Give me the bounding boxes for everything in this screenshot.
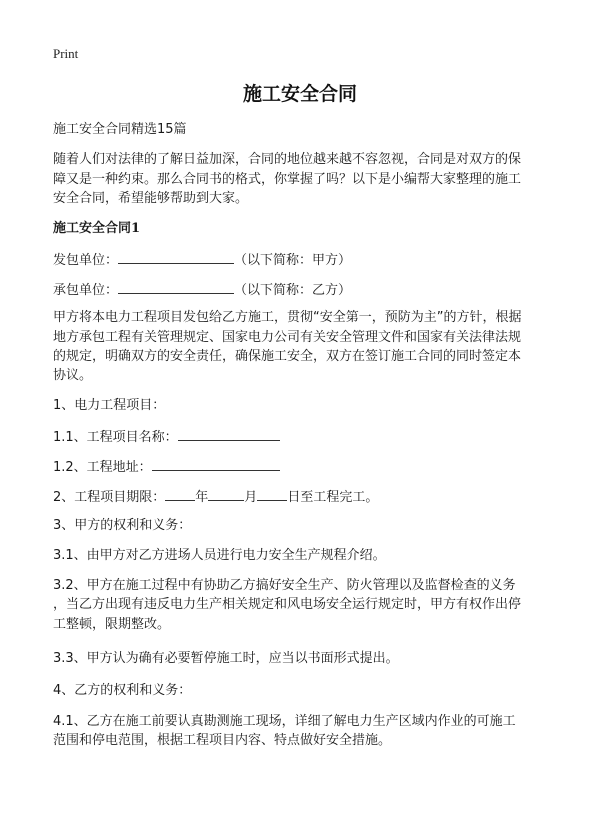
intro-line: 安全合同，希望能够帮助到大家。 (53, 191, 249, 206)
project-name-blank (178, 426, 280, 441)
preamble-line: 地方承包工程有关管理规定、国家电力公司有关安全管理文件和国家有关法律法规 (53, 330, 522, 345)
year-label: 年 (195, 490, 209, 505)
intro-line: 随着人们对法律的了解日益加深，合同的地位越来越不容忽视，合同是对双方的保 (53, 152, 522, 167)
party-b-blank (118, 279, 234, 294)
preamble-line: 甲方将本电力工程项目发包给乙方施工，贯彻“安全第一，预防为主”的方针，根据 (53, 310, 522, 325)
print-link[interactable]: Print (53, 46, 79, 61)
clause-1-2-label: 1.2、工程地址： (53, 460, 152, 475)
clause-4: 4、乙方的权利和义务： (53, 683, 192, 698)
clause-3: 3、甲方的权利和义务： (53, 518, 192, 533)
party-b-label: 承包单位： (53, 283, 119, 298)
document-title: 施工安全合同 (242, 83, 357, 105)
party-a-label: 发包单位： (53, 253, 119, 268)
clause-1-2 (53, 456, 553, 478)
project-address-blank (152, 456, 280, 471)
party-a-suffix: （以下简称：甲方） (234, 253, 352, 268)
party-b-line (53, 279, 553, 301)
clause-1-1 (53, 426, 553, 448)
clause-2 (53, 486, 553, 508)
clause-1: 1、电力工程项目： (53, 398, 166, 413)
party-a-blank (118, 249, 234, 264)
party-a-line (53, 249, 553, 271)
year-blank (165, 486, 195, 501)
clause-1-1-label: 1.1、工程项目名称： (53, 430, 178, 445)
clause-4-1-line: 范围和停电范围，根据工程项目内容、特点做好安全措施。 (53, 733, 392, 748)
clause-2-prefix: 2、工程项目期限： (53, 490, 166, 505)
clause-3-1: 3.1、由甲方对乙方进场人员进行电力安全生产规程介绍。 (53, 548, 386, 563)
clause-2-suffix: 日至工程完工。 (287, 490, 379, 505)
party-b-suffix: （以下简称：乙方） (234, 283, 352, 298)
intro-line: 障又是一种约束。那么合同书的格式，你掌握了吗？以下是小编帮大家整理的施工 (53, 172, 522, 187)
clause-3-2-line: ，当乙方出现有违反电力生产相关规定和风电场安全运行规定时，甲方有权作出停 (53, 597, 522, 612)
month-blank (208, 486, 244, 501)
preamble-line: 协议。 (53, 368, 93, 383)
clause-3-2-line: 3.2、甲方在施工过程中有协助乙方搞好安全生产、防火管理以及监督检查的义务 (53, 578, 516, 593)
document-subtitle: 施工安全合同精选15篇 (53, 122, 187, 137)
section-heading: 施工安全合同1 (53, 221, 141, 236)
day-blank (257, 486, 287, 501)
clause-3-2-line: 工整顿，限期整改。 (53, 617, 171, 632)
clause-3-3: 3.3、甲方认为确有必要暂停施工时，应当以书面形式提出。 (53, 651, 399, 666)
preamble-line: 的规定，明确双方的安全责任，确保施工安全，双方在签订施工合同的同时签定本 (53, 349, 522, 364)
clause-4-1-line: 4.1、乙方在施工前要认真勘测施工现场，详细了解电力生产区域内作业的可施工 (53, 714, 516, 729)
month-label: 月 (244, 490, 258, 505)
